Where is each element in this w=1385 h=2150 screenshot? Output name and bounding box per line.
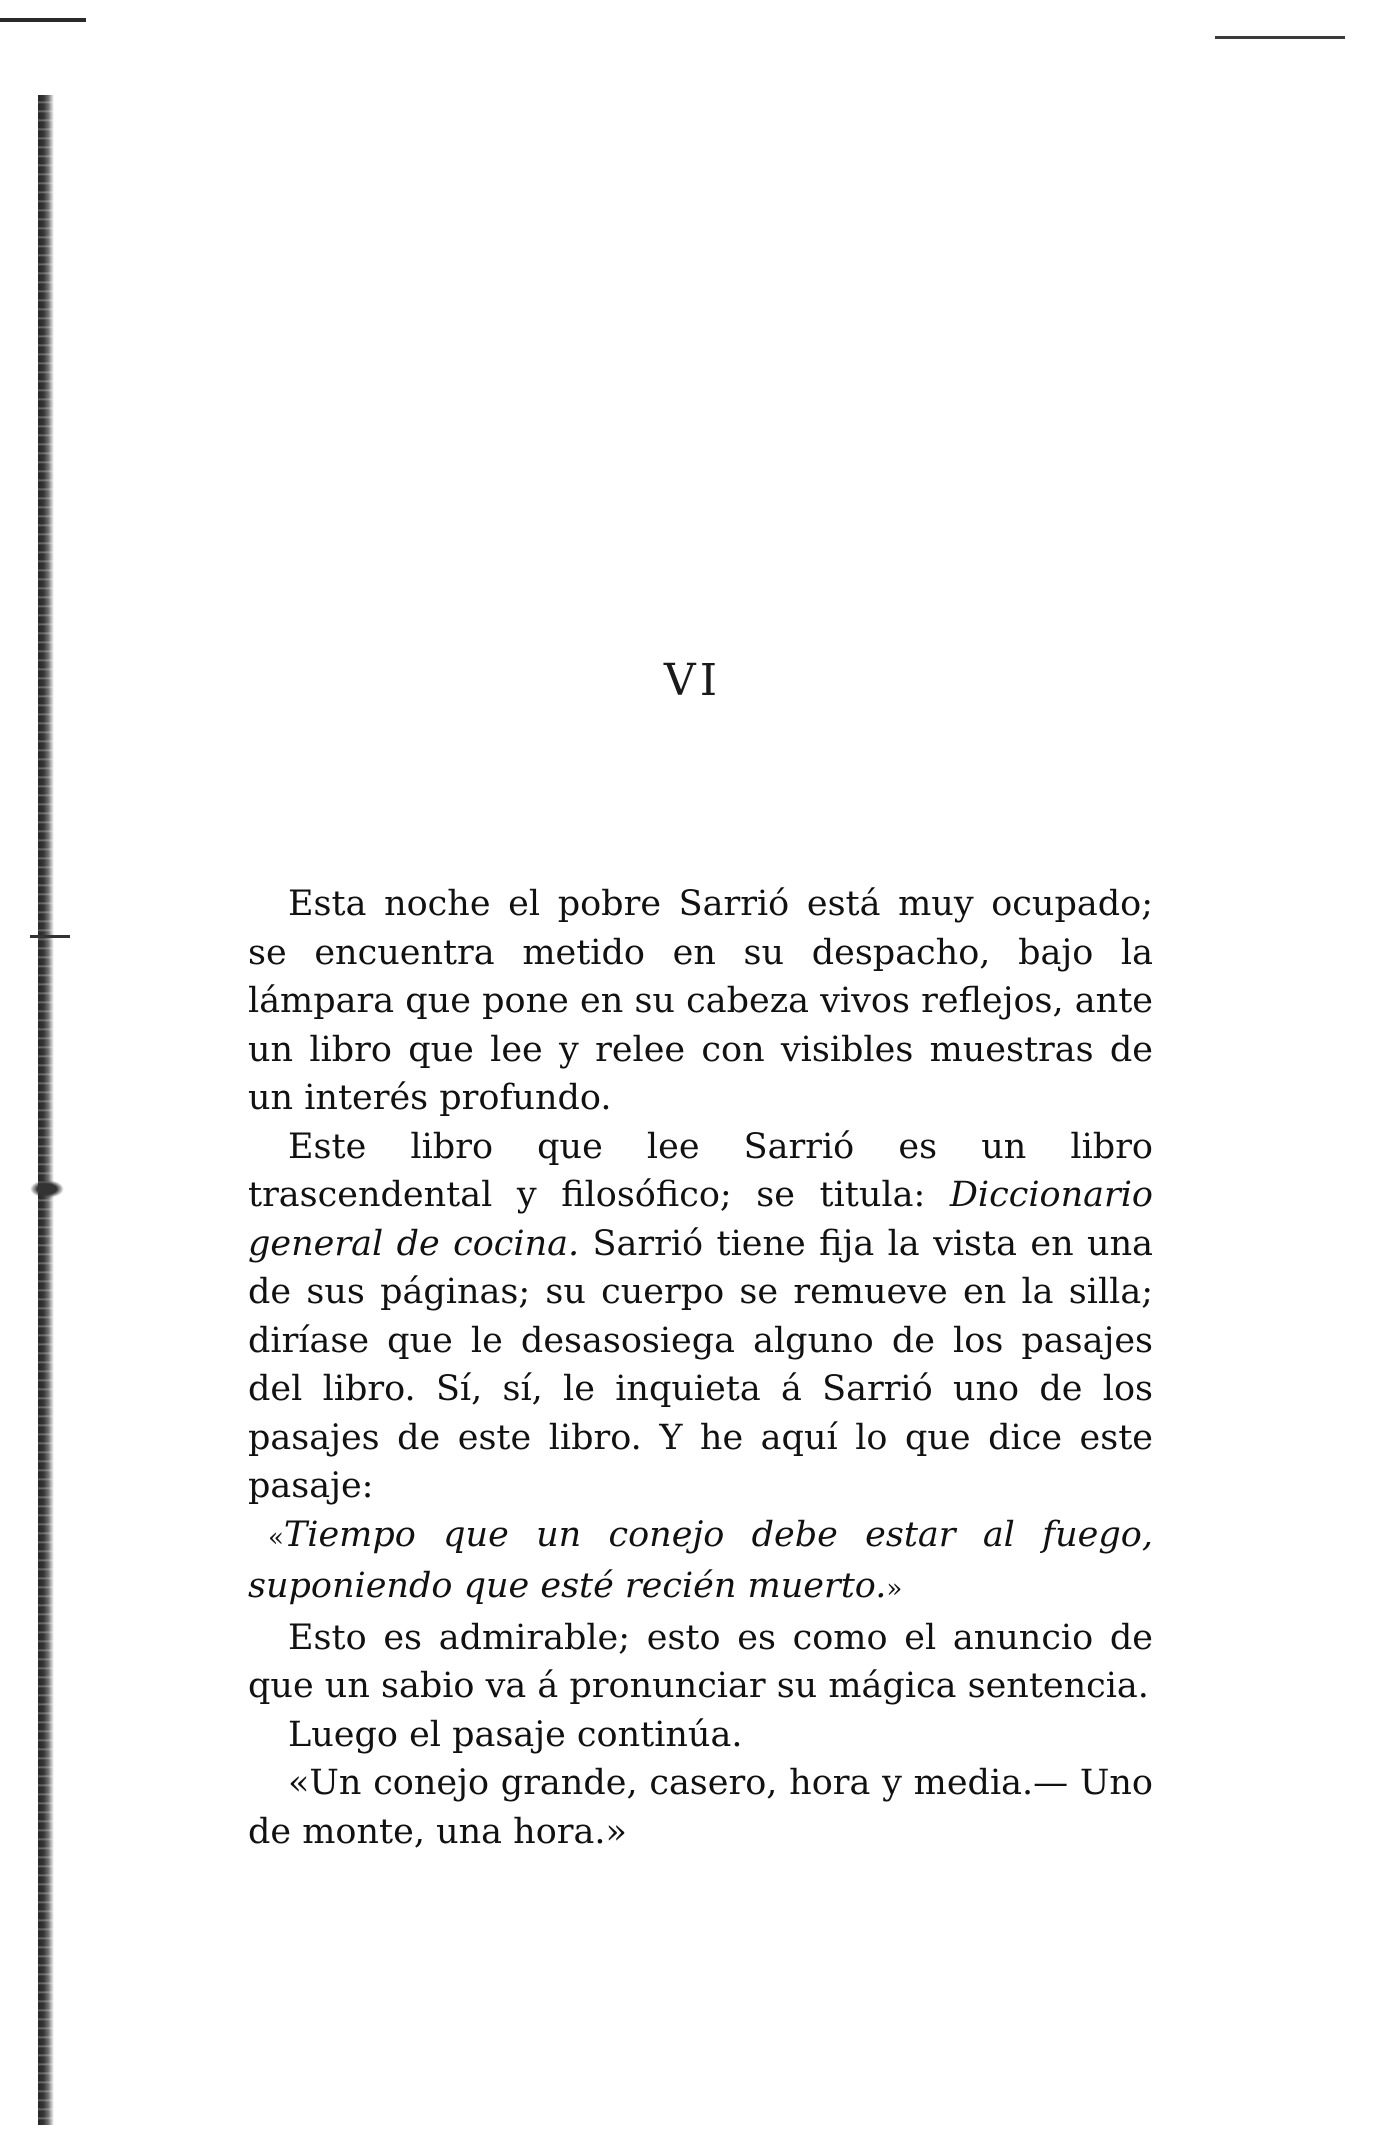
scan-artifact-binding-edge	[38, 95, 54, 2125]
chapter-heading: VI	[663, 655, 722, 706]
paragraph-1: Esta noche el pobre Sarrió está muy ocupado; se encuentra metido en su despacho, bajo la lámpara que pone en su cabeza vivos reflejos, ante un libro que lee y relee con visibles muestras de un interés profundo.	[248, 884, 1153, 1118]
scan-artifact-notch	[30, 935, 70, 938]
paragraph-2-intro: Este libro que lee Sarrió es un libro trascendental y filosófico; se titula:	[248, 1126, 1153, 1215]
quoted-passage-text: Tiempo que un conejo debe estar al fuego, suponiendo que esté recién muerto.	[248, 1514, 1153, 1606]
paragraph-4: Luego el pasaje continúa.	[288, 1714, 743, 1755]
close-quote-mark: »	[886, 1574, 903, 1604]
open-quote-mark: «	[268, 1522, 284, 1553]
scan-artifact-top-left	[0, 18, 86, 22]
body-text	[248, 880, 1153, 1856]
scan-artifact-blot	[30, 1180, 64, 1198]
paragraph-3: Esto es admirable; esto es como el anuncio de que un sabio va á pronunciar su mágica sentencia.	[248, 1617, 1153, 1706]
paragraph-5: «Un conejo grande, casero, hora y media.— Uno de monte, una hora.»	[248, 1763, 1153, 1852]
quoted-passage-1	[248, 1511, 1153, 1614]
paragraph-2	[248, 1123, 1153, 1511]
scan-artifact-top-right	[1215, 36, 1345, 39]
paragraph-2-rest: Sarrió tiene fija la vista en una de sus páginas; su cuerpo se remueve en la silla; diríase que le desasosiega alguno de los pasajes del libro. Sí, sí, le inquieta á Sarrió uno de los pasajes de este libro. Y he aquí lo que dice este pasaje:	[248, 1223, 1153, 1506]
book-title: Diccionario general de cocina.	[248, 1175, 1153, 1264]
